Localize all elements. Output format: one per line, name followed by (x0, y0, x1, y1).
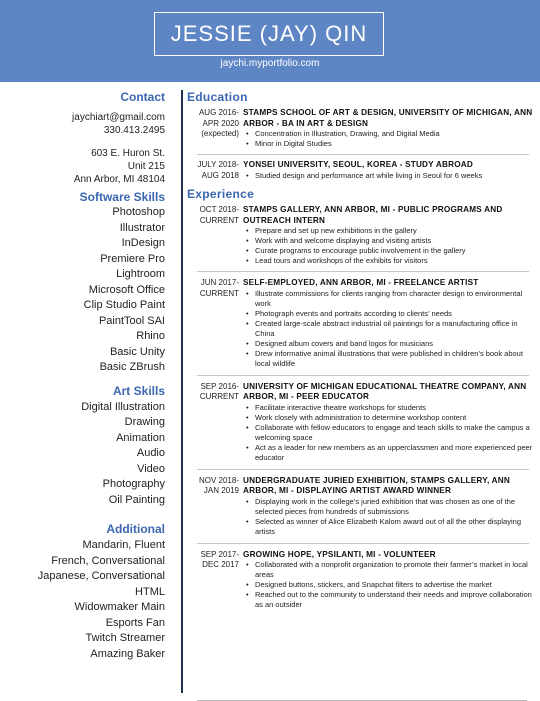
contact-phone: 330.413.2495 (103, 125, 165, 136)
entry-bullets (243, 171, 537, 181)
entry-date: NOV 2018- JAN 2019 (198, 475, 239, 495)
bullet-item: • Reached out to the community to understand their needs and improve collaboration as an outsider (243, 590, 537, 610)
additional-item: Mandarin, Fluent (82, 539, 165, 551)
skill-item: Basic ZBrush (99, 361, 165, 373)
skill-item: Photoshop (112, 206, 165, 218)
entry-bullets (243, 289, 537, 369)
entry-bullets (243, 497, 537, 537)
column-divider (181, 90, 183, 693)
skill-item: Video (137, 462, 165, 475)
contact-address-line: Ann Arbor, MI 48104 (73, 174, 165, 185)
bullet-item: • Work with and welcome displaying and visiting artists (243, 236, 537, 246)
additional-item: Japanese, Conversational (37, 570, 165, 582)
portfolio-link[interactable]: jaychi.myportfolio.com (220, 58, 320, 69)
entry-date: JUN 2017- CURRENT (199, 278, 239, 298)
contact-email[interactable]: jaychiart@gmail.com (72, 112, 165, 123)
entry-separator (197, 543, 529, 544)
skill-item: Basic Unity (109, 345, 165, 358)
entry-title: YONSEI UNIVERSITY, SEOUL, KOREA - STUDY ABROAD (243, 160, 473, 169)
bullet-item: • Prepare and set up new exhibitions in the gallery (243, 226, 537, 236)
entry-body (243, 476, 537, 537)
entry-bullets (243, 129, 537, 149)
bullet-item: • Curate programs to encourage public involvement in the gallery (243, 246, 537, 256)
bullet-item: • Drew informative animal illustrations that were published in children’s book about local wildlife (243, 349, 537, 369)
bullet-item: • Act as a leader for new members as an upperclassmen and more experienced peer educator (243, 443, 537, 463)
bullet-item: • Photograph events and portraits according to clients’ needs (243, 309, 537, 319)
art-skills-heading: Art Skills (112, 383, 165, 398)
bullet-item: • Collaborate with fellow educators to engage and teach skills to make the campus a welcoming space (243, 423, 537, 443)
bullet-item: • Displaying work in the college’s juried exhibition that was chosen as one of the selected pieces from hundreds of submissions (243, 497, 537, 517)
experience-entry (187, 382, 537, 463)
entry-title: UNDERGRADUATE JURIED EXHIBITION, STAMPS GALLERY, ANN ARBOR, MI - DISPLAYING ARTIST AWARD WINNER (243, 475, 510, 495)
additional-item: Widowmaker Main (74, 601, 165, 613)
entry-title: GROWING HOPE, YPSILANTI, MI - VOLUNTEER (243, 549, 436, 559)
experience-heading: Experience (187, 187, 255, 201)
bullet-item: • Concentration in Illustration, Drawing, and Digital Media (243, 129, 537, 139)
bullet-item: • Created large-scale abstract industrial oil paintings for a manufacturing office in China (243, 319, 537, 339)
skill-item: Drawing (124, 416, 165, 428)
bullet-item: • Designed album covers and band logos for musicians (243, 339, 537, 349)
experience-entry (187, 278, 537, 369)
additional-heading: Additional (106, 522, 165, 536)
entry-title: STAMPS SCHOOL OF ART & DESIGN, UNIVERSITY OF MICHIGAN, ANN ARBOR - BA IN ART & DESIGN (243, 108, 533, 128)
entry-bullets (243, 403, 537, 463)
entry-body (243, 382, 537, 463)
additional-item: HTML (135, 585, 165, 598)
experience-entry (187, 476, 537, 537)
art-skills-list (6, 400, 165, 509)
entry-body (243, 108, 537, 149)
entry-separator (197, 154, 529, 155)
bullet-item: • Lead tours and workshops of the exhibits for visitors (243, 256, 537, 266)
entry-date: JULY 2018- AUG 2018 (197, 160, 239, 180)
skill-item: InDesign (121, 237, 165, 249)
left-column (6, 88, 165, 662)
additional-item: Esports Fan (105, 616, 165, 629)
bullet-item: • Designed buttons, stickers, and Snapchat filters to advertise the market (243, 580, 537, 590)
entry-body (243, 205, 537, 266)
entry-bullets (243, 226, 537, 266)
additional-list (6, 538, 165, 662)
bullet-item: • Facilitate interactive theatre workshops for students (243, 403, 537, 413)
entry-date: SEP 2017- DEC 2017 (200, 549, 239, 569)
education-entry (187, 160, 537, 181)
skill-item: Oil Painting (108, 493, 165, 506)
additional-item: French, Conversational (51, 554, 165, 567)
skill-item: Animation (116, 431, 165, 444)
skill-item: Digital Illustration (81, 400, 165, 413)
bullet-item: • Studied design and performance art while living in Seoul for 6 weeks (243, 171, 537, 181)
skill-item: Rhino (136, 330, 165, 342)
skill-item: Lightroom (116, 268, 165, 280)
entry-date: SEP 2016- CURRENT (199, 381, 239, 401)
entry-separator (197, 375, 529, 376)
bullet-item: • Work closely with administration to determine workshop content (243, 413, 537, 423)
entry-body (243, 550, 537, 611)
additional-item: Twitch Streamer (85, 632, 165, 644)
contact-heading: Contact (120, 90, 165, 104)
experience-entry (187, 205, 537, 266)
experience-entry (187, 550, 537, 611)
additional-item: Amazing Baker (90, 647, 165, 660)
entry-title: STAMPS GALLERY, ANN ARBOR, MI - PUBLIC PROGRAMS AND OUTREACH INTERN (243, 205, 503, 225)
name-title: JESSIE (JAY) QIN (170, 21, 368, 46)
entry-title: SELF-EMPLOYED, ANN ARBOR, MI - FREELANCE ARTIST (243, 278, 479, 287)
entry-separator (197, 271, 529, 272)
entry-body (243, 278, 537, 369)
entry-date: OCT 2018- CURRENT (199, 205, 239, 225)
bullet-item: • Minor in Digital Studies (243, 139, 537, 149)
skill-item: Clip Studio Paint (83, 299, 165, 311)
name-box (154, 12, 384, 56)
skill-item: Photography (102, 478, 165, 490)
entry-date: AUG 2016- APR 2020 (expected) (198, 108, 239, 138)
entry-bullets (243, 560, 537, 610)
bullet-item: • Illustrate commissions for clients ranging from character design to environmental work (243, 289, 537, 309)
header-banner (0, 0, 540, 82)
bullet-item: • Collaborated with a nonprofit organization to promote their farmer’s market in local areas (243, 560, 537, 580)
skill-item: Illustrator (119, 221, 165, 234)
skill-item: Premiere Pro (100, 252, 165, 265)
skill-item: Audio (136, 447, 165, 459)
software-skills-list (6, 205, 165, 376)
entry-separator (197, 469, 529, 470)
software-skills-heading: Software Skills (79, 190, 165, 204)
skill-item: PaintTool SAI (98, 314, 165, 327)
contact-address-line: Unit 215 (127, 161, 165, 172)
entry-body (243, 160, 537, 181)
bullet-item: • Selected as winner of Alice Elizabeth Kalom award out of all the other displaying artists (243, 517, 537, 537)
education-entry (187, 108, 537, 149)
skill-item: Microsoft Office (88, 283, 165, 296)
entry-title: UNIVERSITY OF MICHIGAN EDUCATIONAL THEATRE COMPANY, ANN ARBOR, MI - PEER EDUCATOR (243, 381, 527, 401)
right-column (187, 88, 537, 610)
education-heading: Education (187, 90, 248, 104)
contact-address-line: 603 E. Huron St. (91, 148, 165, 159)
